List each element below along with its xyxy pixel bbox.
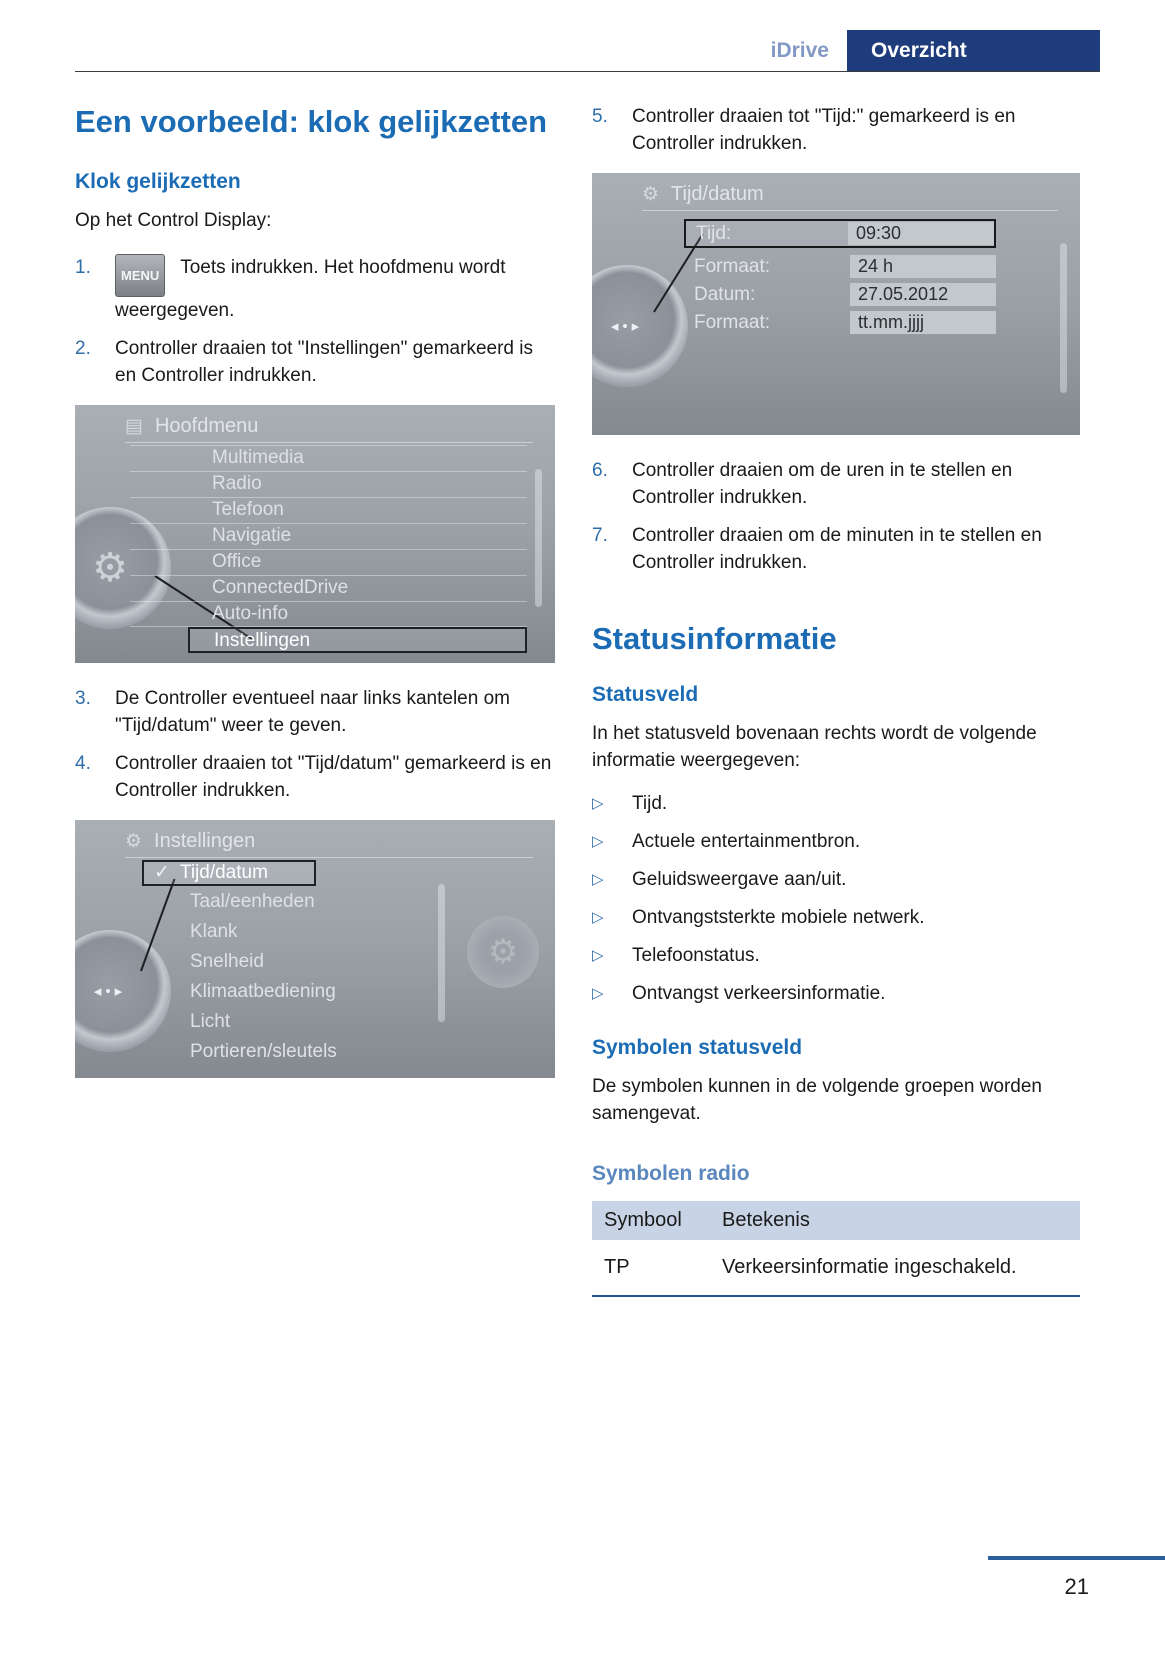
section-title: Een voorbeeld: klok gelijkzetten [75,104,548,139]
list-item [592,522,1080,576]
triangle-bullet-icon: ▷ [592,833,604,850]
step-text: Controller draaien tot "Tijd/datum" gemarkeerd is en Controller indrukken. [115,753,552,801]
knob-arrows-icon: ◂•▸ [610,318,644,335]
step-text: De Controller eventueel naar links kantelen om "Tijd/datum" weer te geven. [115,688,510,736]
menu-item: ConnectedDrive [130,575,527,601]
footer-rule [988,1556,1165,1560]
step-text-content: Toets indrukken. Het hoofdmenu wordt weergegeven. [115,257,506,321]
controller-knob [592,265,688,387]
symbols-radio-table [592,1201,1080,1297]
table-cell-meaning: Verkeersinformatie ingeschakeld. [722,1256,1017,1278]
triangle-bullet-icon: ▷ [592,947,604,964]
step-text: Controller draaien tot "Tijd:" gemarkeerd is en Controller indrukken. [632,106,1016,154]
list-item-text: Telefoonstatus. [632,945,760,966]
screenshot-hoofdmenu [75,405,555,663]
page-number: 21 [1064,1574,1089,1599]
scrollbar [535,469,542,607]
settings-row [684,253,996,280]
menu-item: Telefoon [130,497,527,523]
table-row [592,1242,1080,1296]
step-number: 4. [75,753,91,774]
screen-title-bar [125,411,533,443]
settings-rows [684,219,996,337]
table-header-symbool: Symbool [592,1201,710,1242]
status-items-list [592,790,1080,1007]
settings-row-selected [684,219,996,248]
step-text: Controller draaien tot "Instellingen" gemarkeerd is en Controller indrukken. [115,338,533,386]
setting-value: 27.05.2012 [850,283,996,306]
screen-title: Tijd/datum [671,183,764,205]
settings-row [684,281,996,308]
step-text [115,254,555,324]
step-text: Controller draaien om de uren in te stellen en Controller indrukken. [632,460,1013,508]
list-item [592,457,1080,511]
page-header [75,30,1100,71]
settings-row [684,309,996,336]
symbolen-text: De symbolen kunnen in de volgende groepen worden samengevat. [592,1076,1042,1124]
intro-text: Op het Control Display: [75,210,272,231]
list-item [592,828,1080,855]
setting-value: 09:30 [848,222,994,245]
screen-title: Instellingen [154,830,256,852]
subsection-title: Statusveld [592,683,699,706]
step-number: 2. [75,338,91,359]
menu-item: Navigatie [130,523,527,549]
screenshot-tijd-datum [592,173,1080,435]
screen-title: Hoofdmenu [154,415,259,437]
menu-item: Radio [130,471,527,497]
menu-list [130,445,527,653]
menu-list-icon: ▤ [125,416,143,437]
triangle-bullet-icon: ▷ [592,909,604,926]
check-icon: ✓ [154,862,170,883]
list-item [75,254,555,324]
step-text: Controller draaien om de minuten in te stellen en Controller indrukken. [632,525,1042,573]
section-title: Statusinformatie [592,621,837,656]
screenshot-instellingen [75,820,555,1078]
subsubsection-title: Symbolen radio [592,1162,750,1185]
menu-item: Taal/eenheden [190,891,315,912]
list-item [75,335,555,389]
gear-icon: ⚙ [642,184,660,205]
left-column [75,103,555,1100]
gear-icon: ⚙ [125,831,143,852]
step-number: 3. [75,688,91,709]
list-item [75,685,555,739]
step-number: 6. [592,460,608,481]
menu-item-selected: Instellingen [188,627,527,653]
setting-label: Formaat: [694,255,771,277]
table-cell-symbol: TP [604,1256,630,1278]
list-item [592,980,1080,1007]
menu-item: Portieren/sleutels [190,1041,337,1062]
menu-item: Klimaatbediening [190,981,336,1002]
setting-label: Datum: [694,283,756,305]
list-item-text: Actuele entertainmentbron. [632,831,861,852]
gear-icon: ⚙ [467,916,539,988]
step-number: 1. [75,257,91,278]
setting-value: 24 h [850,255,996,278]
list-item [75,750,555,804]
knob-arrows-icon: ◂•▸ [93,983,127,1000]
subsection-title: Symbolen statusveld [592,1036,803,1059]
list-item-text: Ontvangst verkeersinformatie. [632,983,886,1004]
list-item [592,790,1080,817]
triangle-bullet-icon: ▷ [592,795,604,812]
triangle-bullet-icon: ▷ [592,871,604,888]
menu-item: Auto-info [130,601,527,627]
right-column [592,103,1080,1297]
statusveld-intro: In het statusveld bovenaan rechts wordt de volgende informatie weergegeven: [592,723,1037,771]
scrollbar [438,884,445,1022]
subsection-title: Klok gelijkzetten [75,170,241,193]
step-number: 5. [592,106,608,127]
menu-item-selected [150,860,527,890]
setting-label: Formaat: [694,311,771,333]
breadcrumb-chapter: Overzicht [847,30,1100,71]
list-item [592,904,1080,931]
list-item [592,103,1080,157]
header-rule [75,71,1100,72]
list-item [592,942,1080,969]
table-header-row [592,1201,1080,1242]
setting-label: Tijd: [696,222,732,244]
list-item-text: Tijd. [632,793,668,814]
breadcrumb-section: iDrive [770,38,829,62]
table-header-betekenis: Betekenis [710,1201,1080,1242]
step-number: 7. [592,525,608,546]
menu-key-icon: MENU [115,254,165,297]
screen-title-bar [642,179,1058,211]
menu-item: Snelheid [190,951,264,972]
list-item-text: Geluidsweergave aan/uit. [632,869,847,890]
screen-title-bar [125,826,533,858]
list-item [592,866,1080,893]
menu-item: Licht [190,1011,231,1032]
triangle-bullet-icon: ▷ [592,985,604,1002]
list-item-text: Ontvangststerkte mobiele netwerk. [632,907,925,928]
menu-item: Office [130,549,527,575]
menu-item: Multimedia [130,445,527,471]
scrollbar [1060,243,1067,393]
menu-item: Klank [190,921,238,942]
setting-value: tt.mm.jjjj [850,311,996,334]
gear-icon: ⚙ [92,546,128,590]
selected-item-box: ✓ Tijd/datum [142,860,316,886]
